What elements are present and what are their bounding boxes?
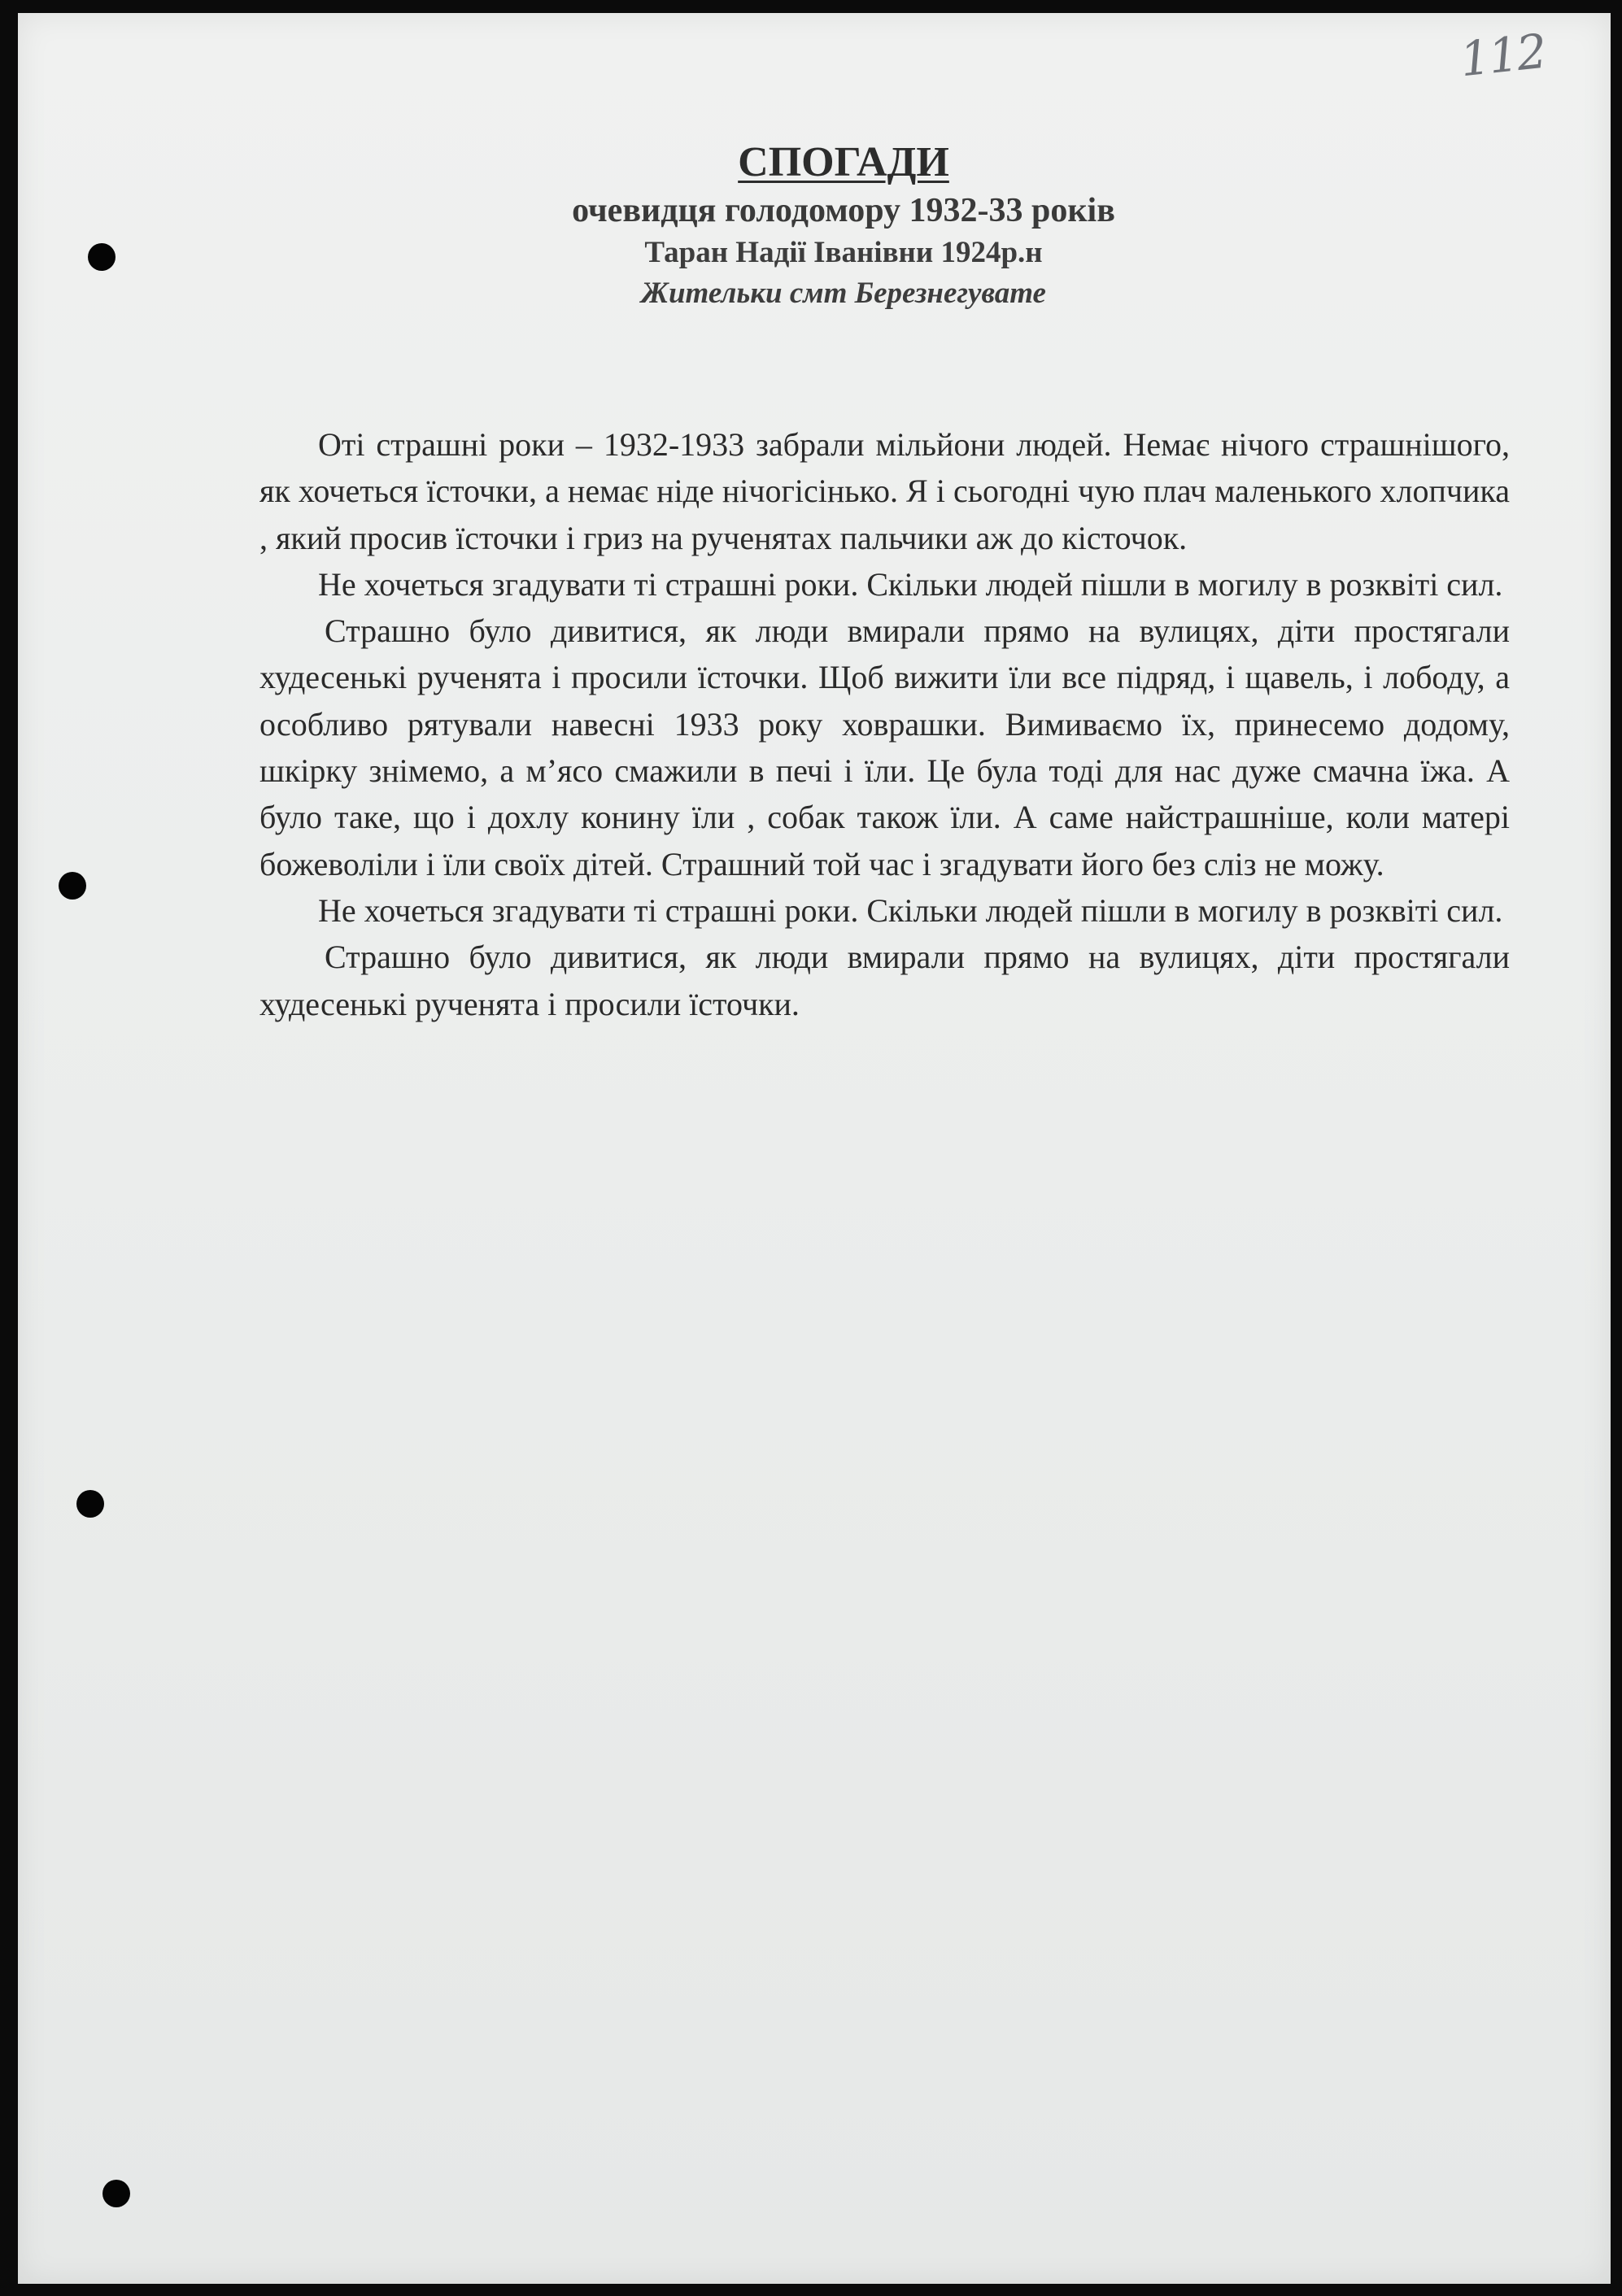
paragraph: Оті страшні роки – 1932-1933 забрали мільйони людей. Немає нічого страшнішого, як хочеться їсточки, а немає ніде нічогісінько. Я і сьогодні чую плач маленького хлопчика , який просив їсточки і гриз на рученятах пальчики аж до кісточок.	[259, 426, 1510, 556]
handwritten-page-number: 112	[1458, 23, 1549, 88]
paragraph: Не хочеться згадувати ті страшні роки. Скільки людей пішли в могилу в розквіті сил.	[318, 565, 1503, 603]
witness-name: Таран Надії Іванівни 1924р.н	[644, 236, 1043, 269]
paragraph: Страшно було дивитися, як люди вмирали прямо на вулицях, діти простягали худесенькі рученята і просили їсточки.	[259, 939, 1510, 1022]
document-subtitle: очевидця голодомору 1932-33 років	[572, 192, 1115, 229]
punch-hole	[59, 872, 86, 900]
document-title: СПОГАДИ	[738, 139, 949, 185]
punch-hole	[76, 1490, 104, 1518]
document-header	[18, 137, 1622, 314]
witness-residence: Жительки смт Березнегувате	[641, 277, 1046, 310]
punch-hole	[102, 2180, 130, 2207]
paragraph: Не хочеться згадувати ті страшні роки. Скільки людей пішли в могилу в розквіті сил.	[318, 891, 1503, 929]
paragraph: Страшно було дивитися, як люди вмирали прямо на вулицях, діти простягали худесенькі рученята і просили їсточки. Щоб вижити їли все підряд, і щавель, і лободу, а особливо рятували навесні 1933 року ховрашки. Вимиваємо їх, принесемо додому, шкірку знімемо, а м’ясо смажили в печі і їли. Це була тоді для нас дуже смачна їжа. А було таке, що і дохлу конину їли , собак також їли. А саме найстрашніше, коли матері божеволіли і їли своїх дітей. Страшний той час і згадувати його без сліз не можу.	[259, 612, 1510, 882]
memoir-body	[259, 421, 1510, 1027]
document-page	[18, 13, 1611, 2284]
